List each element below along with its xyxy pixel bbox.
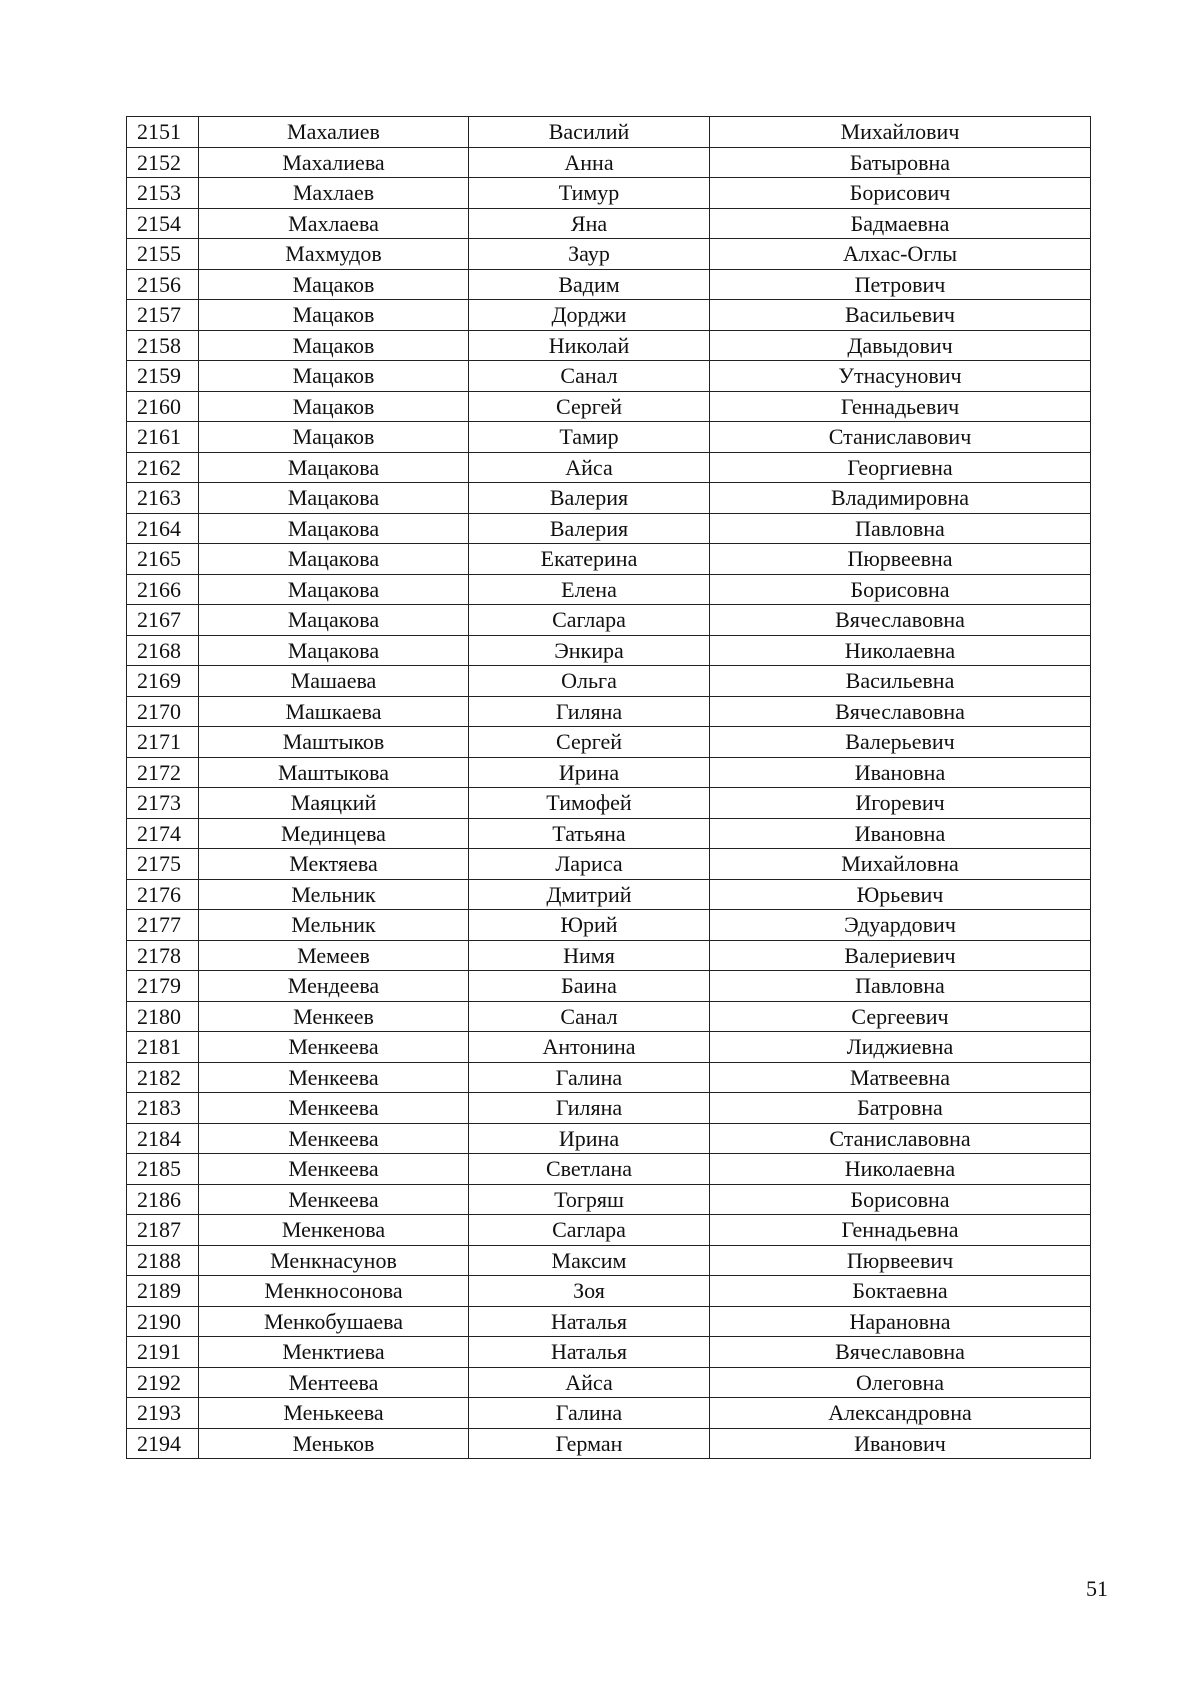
patronymic-cell: Нарановна: [710, 1306, 1091, 1337]
row-number-cell: 2170: [127, 696, 199, 727]
last-name-cell: Менктиева: [199, 1337, 469, 1368]
last-name-cell: Мемеев: [199, 940, 469, 971]
row-number-cell: 2179: [127, 971, 199, 1002]
row-number-cell: 2180: [127, 1001, 199, 1032]
first-name-cell: Наталья: [469, 1337, 710, 1368]
patronymic-cell: Иванович: [710, 1428, 1091, 1459]
patronymic-cell: Юрьевич: [710, 879, 1091, 910]
row-number-cell: 2183: [127, 1093, 199, 1124]
patronymic-cell: Петрович: [710, 269, 1091, 300]
last-name-cell: Менкеева: [199, 1123, 469, 1154]
patronymic-cell: Вячеславовна: [710, 696, 1091, 727]
table-row: [127, 1062, 1091, 1093]
patronymic-cell: Геннадьевна: [710, 1215, 1091, 1246]
last-name-cell: Мендеева: [199, 971, 469, 1002]
page-number: 51: [1086, 1576, 1108, 1601]
table-row: [127, 300, 1091, 331]
last-name-cell: Менкеева: [199, 1062, 469, 1093]
table-row: [127, 1093, 1091, 1124]
row-number-cell: 2172: [127, 757, 199, 788]
table-row: [127, 849, 1091, 880]
table-row: [127, 1337, 1091, 1368]
row-number-cell: 2157: [127, 300, 199, 331]
table-row: [127, 330, 1091, 361]
last-name-cell: Мацакова: [199, 544, 469, 575]
row-number-cell: 2184: [127, 1123, 199, 1154]
first-name-cell: Баина: [469, 971, 710, 1002]
patronymic-cell: Борисович: [710, 178, 1091, 209]
patronymic-cell: Ивановна: [710, 757, 1091, 788]
row-number-cell: 2159: [127, 361, 199, 392]
table-row: [127, 544, 1091, 575]
last-name-cell: Мацакова: [199, 635, 469, 666]
row-number-cell: 2193: [127, 1398, 199, 1429]
last-name-cell: Менкеев: [199, 1001, 469, 1032]
table-row: [127, 1184, 1091, 1215]
last-name-cell: Машаева: [199, 666, 469, 697]
last-name-cell: Махмудов: [199, 239, 469, 270]
patronymic-cell: Матвеевна: [710, 1062, 1091, 1093]
row-number-cell: 2173: [127, 788, 199, 819]
first-name-cell: Санал: [469, 361, 710, 392]
row-number-cell: 2192: [127, 1367, 199, 1398]
first-name-cell: Санал: [469, 1001, 710, 1032]
patronymic-cell: Валериевич: [710, 940, 1091, 971]
last-name-cell: Махалиева: [199, 147, 469, 178]
row-number-cell: 2187: [127, 1215, 199, 1246]
roster-table: [126, 116, 1091, 1459]
first-name-cell: Елена: [469, 574, 710, 605]
table-row: [127, 1398, 1091, 1429]
row-number-cell: 2191: [127, 1337, 199, 1368]
first-name-cell: Энкира: [469, 635, 710, 666]
table-row: [127, 666, 1091, 697]
last-name-cell: Мацакова: [199, 605, 469, 636]
table-row: [127, 910, 1091, 941]
table-row: [127, 1154, 1091, 1185]
row-number-cell: 2151: [127, 117, 199, 148]
last-name-cell: Махлаев: [199, 178, 469, 209]
patronymic-cell: Михайлович: [710, 117, 1091, 148]
row-number-cell: 2194: [127, 1428, 199, 1459]
first-name-cell: Тогряш: [469, 1184, 710, 1215]
first-name-cell: Саглара: [469, 1215, 710, 1246]
first-name-cell: Ольга: [469, 666, 710, 697]
table-row: [127, 1032, 1091, 1063]
first-name-cell: Сергей: [469, 391, 710, 422]
row-number-cell: 2162: [127, 452, 199, 483]
row-number-cell: 2188: [127, 1245, 199, 1276]
table-row: [127, 1215, 1091, 1246]
patronymic-cell: Батыровна: [710, 147, 1091, 178]
table-row: [127, 483, 1091, 514]
patronymic-cell: Ивановна: [710, 818, 1091, 849]
patronymic-cell: Павловна: [710, 513, 1091, 544]
last-name-cell: Менкеева: [199, 1032, 469, 1063]
last-name-cell: Мацаков: [199, 361, 469, 392]
row-number-cell: 2186: [127, 1184, 199, 1215]
first-name-cell: Валерия: [469, 513, 710, 544]
table-row: [127, 269, 1091, 300]
first-name-cell: Татьяна: [469, 818, 710, 849]
table-row: [127, 605, 1091, 636]
patronymic-cell: Станиславовна: [710, 1123, 1091, 1154]
first-name-cell: Галина: [469, 1398, 710, 1429]
row-number-cell: 2189: [127, 1276, 199, 1307]
table-row: [127, 971, 1091, 1002]
row-number-cell: 2176: [127, 879, 199, 910]
last-name-cell: Менкенова: [199, 1215, 469, 1246]
patronymic-cell: Георгиевна: [710, 452, 1091, 483]
last-name-cell: Мельник: [199, 910, 469, 941]
patronymic-cell: Станиславович: [710, 422, 1091, 453]
last-name-cell: Мацакова: [199, 513, 469, 544]
first-name-cell: Тимофей: [469, 788, 710, 819]
last-name-cell: Маяцкий: [199, 788, 469, 819]
row-number-cell: 2161: [127, 422, 199, 453]
patronymic-cell: Павловна: [710, 971, 1091, 1002]
table-row: [127, 391, 1091, 422]
patronymic-cell: Николаевна: [710, 1154, 1091, 1185]
first-name-cell: Дмитрий: [469, 879, 710, 910]
table-row: [127, 117, 1091, 148]
last-name-cell: Мацаков: [199, 300, 469, 331]
first-name-cell: Зоя: [469, 1276, 710, 1307]
patronymic-cell: Владимировна: [710, 483, 1091, 514]
row-number-cell: 2153: [127, 178, 199, 209]
patronymic-cell: Лиджиевна: [710, 1032, 1091, 1063]
first-name-cell: Екатерина: [469, 544, 710, 575]
row-number-cell: 2163: [127, 483, 199, 514]
row-number-cell: 2164: [127, 513, 199, 544]
row-number-cell: 2158: [127, 330, 199, 361]
table-row: [127, 696, 1091, 727]
patronymic-cell: Михайловна: [710, 849, 1091, 880]
table-row: [127, 452, 1091, 483]
last-name-cell: Маштыков: [199, 727, 469, 758]
patronymic-cell: Игоревич: [710, 788, 1091, 819]
row-number-cell: 2165: [127, 544, 199, 575]
first-name-cell: Наталья: [469, 1306, 710, 1337]
first-name-cell: Галина: [469, 1062, 710, 1093]
row-number-cell: 2167: [127, 605, 199, 636]
patronymic-cell: Олеговна: [710, 1367, 1091, 1398]
last-name-cell: Менькеева: [199, 1398, 469, 1429]
first-name-cell: Ирина: [469, 757, 710, 788]
table-row: [127, 1001, 1091, 1032]
first-name-cell: Василий: [469, 117, 710, 148]
first-name-cell: Светлана: [469, 1154, 710, 1185]
row-number-cell: 2160: [127, 391, 199, 422]
first-name-cell: Тимур: [469, 178, 710, 209]
last-name-cell: Менкносонова: [199, 1276, 469, 1307]
first-name-cell: Анна: [469, 147, 710, 178]
table-row: [127, 635, 1091, 666]
patronymic-cell: Давыдович: [710, 330, 1091, 361]
last-name-cell: Мацакова: [199, 452, 469, 483]
table-row: [127, 879, 1091, 910]
first-name-cell: Дорджи: [469, 300, 710, 331]
last-name-cell: Мектяева: [199, 849, 469, 880]
row-number-cell: 2152: [127, 147, 199, 178]
table-row: [127, 1428, 1091, 1459]
last-name-cell: Меньков: [199, 1428, 469, 1459]
row-number-cell: 2168: [127, 635, 199, 666]
table-row: [127, 1245, 1091, 1276]
last-name-cell: Махалиев: [199, 117, 469, 148]
patronymic-cell: Вячеславовна: [710, 1337, 1091, 1368]
table-row: [127, 1306, 1091, 1337]
patronymic-cell: Эдуардович: [710, 910, 1091, 941]
last-name-cell: Машкаева: [199, 696, 469, 727]
first-name-cell: Тамир: [469, 422, 710, 453]
last-name-cell: Ментеева: [199, 1367, 469, 1398]
first-name-cell: Нимя: [469, 940, 710, 971]
table-row: [127, 818, 1091, 849]
last-name-cell: Мацаков: [199, 391, 469, 422]
patronymic-cell: Сергеевич: [710, 1001, 1091, 1032]
patronymic-cell: Боктаевна: [710, 1276, 1091, 1307]
row-number-cell: 2154: [127, 208, 199, 239]
first-name-cell: Вадим: [469, 269, 710, 300]
last-name-cell: Менкнасунов: [199, 1245, 469, 1276]
table-row: [127, 574, 1091, 605]
last-name-cell: Мацакова: [199, 574, 469, 605]
first-name-cell: Лариса: [469, 849, 710, 880]
patronymic-cell: Борисовна: [710, 574, 1091, 605]
table-row: [127, 208, 1091, 239]
patronymic-cell: Васильевич: [710, 300, 1091, 331]
table-row: [127, 239, 1091, 270]
last-name-cell: Мацаков: [199, 330, 469, 361]
last-name-cell: Мацаков: [199, 422, 469, 453]
first-name-cell: Герман: [469, 1428, 710, 1459]
patronymic-cell: Алхас-Оглы: [710, 239, 1091, 270]
first-name-cell: Яна: [469, 208, 710, 239]
table-row: [127, 1276, 1091, 1307]
patronymic-cell: Васильевна: [710, 666, 1091, 697]
row-number-cell: 2171: [127, 727, 199, 758]
patronymic-cell: Пюрвеевич: [710, 1245, 1091, 1276]
last-name-cell: Мельник: [199, 879, 469, 910]
table-row: [127, 727, 1091, 758]
first-name-cell: Гиляна: [469, 696, 710, 727]
patronymic-cell: Бадмаевна: [710, 208, 1091, 239]
first-name-cell: Антонина: [469, 1032, 710, 1063]
row-number-cell: 2177: [127, 910, 199, 941]
table-row: [127, 757, 1091, 788]
first-name-cell: Заур: [469, 239, 710, 270]
last-name-cell: Мацаков: [199, 269, 469, 300]
table-row: [127, 940, 1091, 971]
first-name-cell: Максим: [469, 1245, 710, 1276]
table-row: [127, 178, 1091, 209]
first-name-cell: Саглара: [469, 605, 710, 636]
last-name-cell: Менкобушаева: [199, 1306, 469, 1337]
table-row: [127, 422, 1091, 453]
table-row: [127, 1123, 1091, 1154]
patronymic-cell: Валерьевич: [710, 727, 1091, 758]
last-name-cell: Менкеева: [199, 1093, 469, 1124]
last-name-cell: Махлаева: [199, 208, 469, 239]
table-row: [127, 147, 1091, 178]
row-number-cell: 2175: [127, 849, 199, 880]
patronymic-cell: Александровна: [710, 1398, 1091, 1429]
first-name-cell: Айса: [469, 1367, 710, 1398]
first-name-cell: Юрий: [469, 910, 710, 941]
last-name-cell: Менкеева: [199, 1154, 469, 1185]
last-name-cell: Мединцева: [199, 818, 469, 849]
row-number-cell: 2182: [127, 1062, 199, 1093]
row-number-cell: 2181: [127, 1032, 199, 1063]
first-name-cell: Ирина: [469, 1123, 710, 1154]
roster-table-body: [127, 117, 1091, 1459]
patronymic-cell: Батровна: [710, 1093, 1091, 1124]
first-name-cell: Гиляна: [469, 1093, 710, 1124]
first-name-cell: Айса: [469, 452, 710, 483]
row-number-cell: 2190: [127, 1306, 199, 1337]
patronymic-cell: Николаевна: [710, 635, 1091, 666]
patronymic-cell: Вячеславовна: [710, 605, 1091, 636]
row-number-cell: 2185: [127, 1154, 199, 1185]
table-row: [127, 1367, 1091, 1398]
patronymic-cell: Борисовна: [710, 1184, 1091, 1215]
patronymic-cell: Утнасунович: [710, 361, 1091, 392]
row-number-cell: 2174: [127, 818, 199, 849]
first-name-cell: Сергей: [469, 727, 710, 758]
table-row: [127, 361, 1091, 392]
last-name-cell: Менкеева: [199, 1184, 469, 1215]
row-number-cell: 2156: [127, 269, 199, 300]
first-name-cell: Валерия: [469, 483, 710, 514]
table-row: [127, 788, 1091, 819]
row-number-cell: 2155: [127, 239, 199, 270]
row-number-cell: 2178: [127, 940, 199, 971]
last-name-cell: Маштыкова: [199, 757, 469, 788]
patronymic-cell: Пюрвеевна: [710, 544, 1091, 575]
first-name-cell: Николай: [469, 330, 710, 361]
patronymic-cell: Геннадьевич: [710, 391, 1091, 422]
last-name-cell: Мацакова: [199, 483, 469, 514]
row-number-cell: 2169: [127, 666, 199, 697]
row-number-cell: 2166: [127, 574, 199, 605]
table-row: [127, 513, 1091, 544]
